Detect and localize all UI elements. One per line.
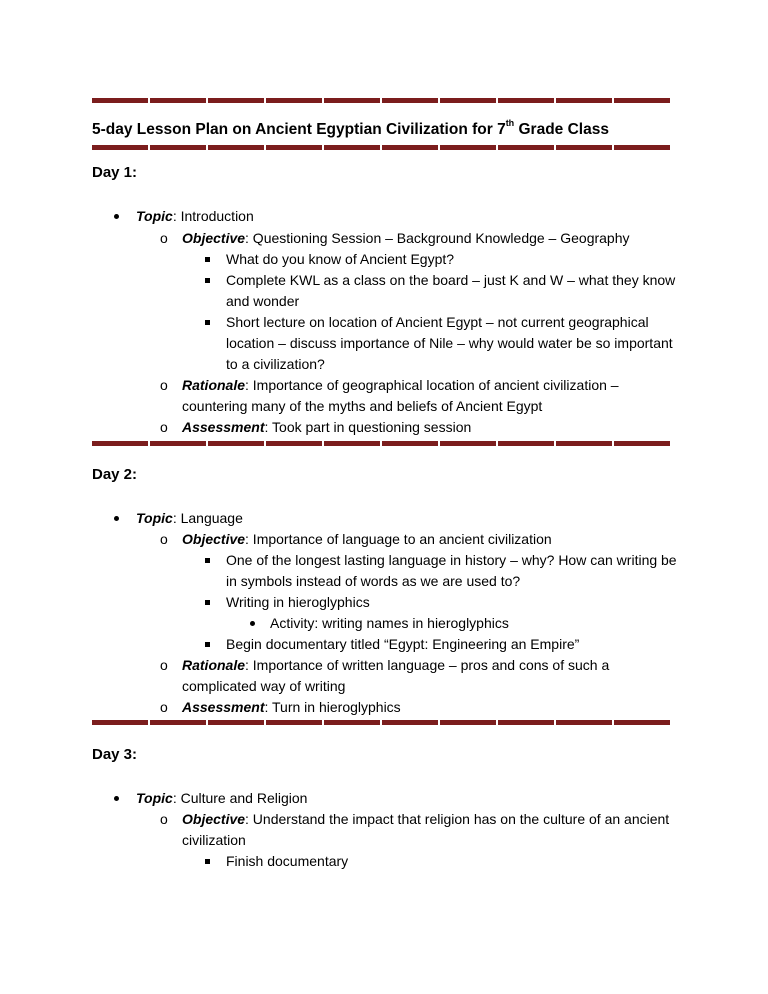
day1-objective-bullet: o <box>160 230 168 246</box>
day2-topic: Topic: Language <box>136 510 243 526</box>
day2-item3: Begin documentary titled “Egypt: Engineering an Empire” <box>226 636 580 652</box>
day1-rationale-bullet: o <box>160 377 168 393</box>
day1-rationale-line1: Rationale: Importance of geographical location of ancient civilization – <box>182 377 619 393</box>
day3-objective-line2: civilization <box>182 832 246 848</box>
day3-item1-bullet <box>205 859 210 864</box>
day3-topic: Topic: Culture and Religion <box>136 790 308 806</box>
day2-rationale-line2: complicated way of writing <box>182 678 346 694</box>
title-rule-top <box>92 98 672 103</box>
day2-objective: Objective: Importance of language to an ancient civilization <box>182 531 552 547</box>
day1-objective: Objective: Questioning Session – Background Knowledge – Geography <box>182 230 630 246</box>
day1-item1: What do you know of Ancient Egypt? <box>226 251 455 267</box>
day1-item2-line1: Complete KWL as a class on the board – just K and W – what they know <box>226 272 676 288</box>
day2-item2-bullet <box>205 600 210 605</box>
day1-assessment-bullet: o <box>160 419 168 435</box>
day1-rule <box>92 441 672 446</box>
day2-assessment: Assessment: Turn in hieroglyphics <box>182 699 401 715</box>
day1-item3-line3: to a civilization? <box>226 356 325 372</box>
day2-rationale-bullet: o <box>160 657 168 673</box>
day1-rationale-line2: countering many of the myths and beliefs of Ancient Egypt <box>182 398 543 414</box>
day2-heading: Day 2: <box>92 466 138 483</box>
day1-assessment: Assessment: Took part in questioning session <box>182 419 472 435</box>
day3-topic-bullet <box>114 796 119 801</box>
day2-item1-line1: One of the longest lasting language in history – why? How can writing be <box>226 552 677 568</box>
day2-objective-bullet: o <box>160 531 168 547</box>
day2-rule <box>92 720 672 725</box>
day3-item1: Finish documentary <box>226 853 349 869</box>
day1-item1-bullet <box>205 257 210 262</box>
day1-item3-bullet <box>205 320 210 325</box>
day1-topic: Topic: Introduction <box>136 208 254 224</box>
day2-item1-line2: in symbols instead of words as we are used to? <box>226 573 521 589</box>
day1-item2-line2: and wonder <box>226 293 300 309</box>
day2-activity: Activity: writing names in hieroglyphics <box>270 615 509 631</box>
day2-item1-bullet <box>205 558 210 563</box>
day2-assessment-bullet: o <box>160 699 168 715</box>
day2-topic-bullet <box>114 516 119 521</box>
day1-item3-line1: Short lecture on location of Ancient Egypt – not current geographical <box>226 314 649 330</box>
day2-item2: Writing in hieroglyphics <box>226 594 370 610</box>
title-rule-bottom <box>92 145 672 150</box>
day2-item3-bullet <box>205 642 210 647</box>
day2-activity-bullet <box>250 621 255 626</box>
day1-item2-bullet <box>205 278 210 283</box>
day3-objective-bullet: o <box>160 811 168 827</box>
day1-item3-line2: location – discuss importance of Nile – why would water be so important <box>226 335 673 351</box>
day3-heading: Day 3: <box>92 746 138 763</box>
day1-heading: Day 1: <box>92 164 138 181</box>
day2-rationale-line1: Rationale: Importance of written language – pros and cons of such a <box>182 657 610 673</box>
page-title: 5-day Lesson Plan on Ancient Egyptian Civilization for 7th Grade Class <box>92 118 609 139</box>
day1-topic-bullet <box>114 214 119 219</box>
day3-objective-line1: Objective: Understand the impact that religion has on the culture of an ancient <box>182 811 670 827</box>
